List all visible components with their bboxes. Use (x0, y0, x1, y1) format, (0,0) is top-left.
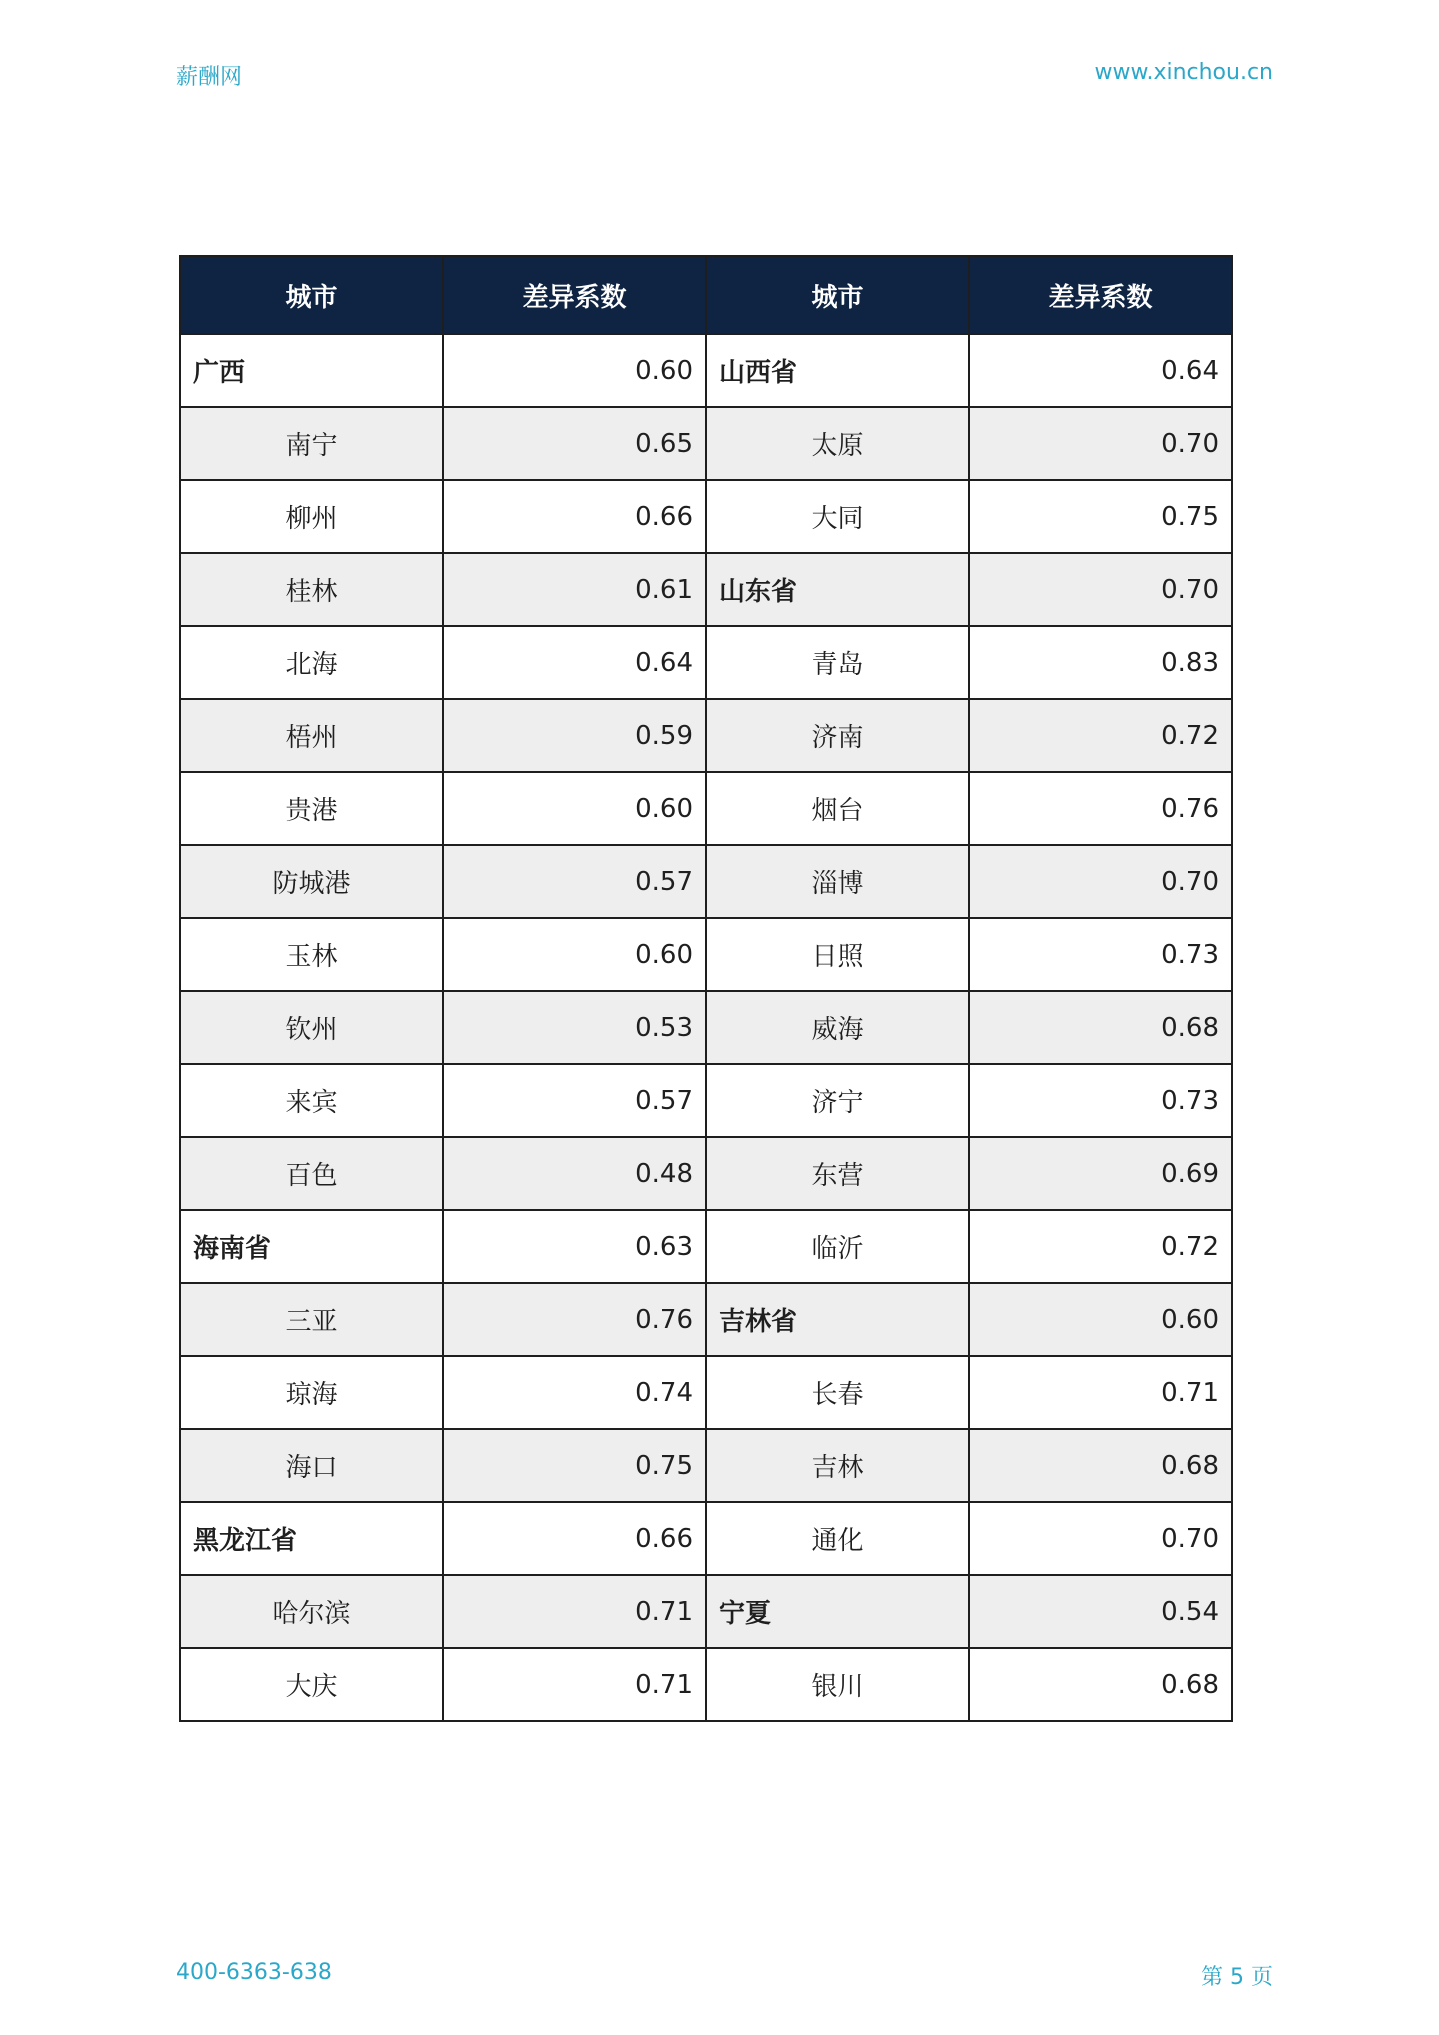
city-name: 来宾 (180, 1064, 443, 1137)
coefficient-value: 0.60 (443, 772, 706, 845)
city-name: 淄博 (706, 845, 969, 918)
page-number: 第 5 页 (1201, 1965, 1273, 1990)
coefficient-value: 0.68 (969, 1429, 1232, 1502)
phone-number: 400-6363-638 (176, 1960, 332, 1985)
city-name: 三亚 (180, 1283, 443, 1356)
coefficient-value: 0.76 (443, 1283, 706, 1356)
coefficient-value: 0.75 (969, 480, 1232, 553)
coefficient-value: 0.83 (969, 626, 1232, 699)
coefficient-value: 0.66 (443, 480, 706, 553)
coefficient-value: 0.60 (443, 334, 706, 407)
website-url: www.xinchou.cn (1094, 60, 1273, 85)
table-row (180, 991, 1232, 1064)
table-row (180, 1356, 1232, 1429)
table-row (180, 1502, 1232, 1575)
city-name: 济南 (706, 699, 969, 772)
table-row (180, 1064, 1232, 1137)
coefficient-value: 0.68 (969, 991, 1232, 1064)
coefficient-value: 0.76 (969, 772, 1232, 845)
coefficient-value: 0.71 (443, 1575, 706, 1648)
province-name: 山东省 (706, 553, 969, 626)
coefficient-value: 0.54 (969, 1575, 1232, 1648)
province-name: 海南省 (180, 1210, 443, 1283)
city-name: 柳州 (180, 480, 443, 553)
column-header-coef-left: 差异系数 (443, 256, 706, 334)
table-row (180, 845, 1232, 918)
coefficient-value: 0.60 (969, 1283, 1232, 1356)
brand-name: 薪酬网 (176, 65, 243, 90)
city-name: 南宁 (180, 407, 443, 480)
city-name: 威海 (706, 991, 969, 1064)
coefficient-value: 0.72 (969, 1210, 1232, 1283)
city-name: 琼海 (180, 1356, 443, 1429)
table-row (180, 480, 1232, 553)
city-name: 海口 (180, 1429, 443, 1502)
column-header-city-right: 城市 (706, 256, 969, 334)
table-row (180, 1283, 1232, 1356)
city-name: 玉林 (180, 918, 443, 991)
coefficient-value: 0.60 (443, 918, 706, 991)
city-name: 百色 (180, 1137, 443, 1210)
coefficient-value: 0.73 (969, 1064, 1232, 1137)
column-header-coef-right: 差异系数 (969, 256, 1232, 334)
city-name: 通化 (706, 1502, 969, 1575)
coefficient-value: 0.75 (443, 1429, 706, 1502)
city-name: 长春 (706, 1356, 969, 1429)
city-name: 青岛 (706, 626, 969, 699)
province-name: 宁夏 (706, 1575, 969, 1648)
coefficient-value: 0.70 (969, 845, 1232, 918)
coefficient-value: 0.48 (443, 1137, 706, 1210)
city-name: 大同 (706, 480, 969, 553)
city-name: 日照 (706, 918, 969, 991)
column-header-city-left: 城市 (180, 256, 443, 334)
coefficient-value: 0.71 (969, 1356, 1232, 1429)
city-name: 梧州 (180, 699, 443, 772)
table-row (180, 1648, 1232, 1721)
coefficient-value: 0.73 (969, 918, 1232, 991)
city-name: 大庆 (180, 1648, 443, 1721)
city-name: 桂林 (180, 553, 443, 626)
coefficient-value: 0.66 (443, 1502, 706, 1575)
table-row (180, 918, 1232, 991)
coefficient-value: 0.71 (443, 1648, 706, 1721)
city-name: 临沂 (706, 1210, 969, 1283)
city-name: 贵港 (180, 772, 443, 845)
table-row (180, 699, 1232, 772)
coefficient-value: 0.57 (443, 845, 706, 918)
city-name: 北海 (180, 626, 443, 699)
table-row (180, 626, 1232, 699)
coefficient-value: 0.69 (969, 1137, 1232, 1210)
coefficient-value: 0.53 (443, 991, 706, 1064)
coefficient-value: 0.70 (969, 407, 1232, 480)
coefficient-value: 0.63 (443, 1210, 706, 1283)
city-name: 东营 (706, 1137, 969, 1210)
table-row (180, 772, 1232, 845)
province-name: 吉林省 (706, 1283, 969, 1356)
province-name: 山西省 (706, 334, 969, 407)
coefficient-value: 0.61 (443, 553, 706, 626)
table-row (180, 1210, 1232, 1283)
city-name: 烟台 (706, 772, 969, 845)
city-name: 防城港 (180, 845, 443, 918)
coefficient-value: 0.74 (443, 1356, 706, 1429)
coefficient-value: 0.70 (969, 553, 1232, 626)
table-row (180, 1575, 1232, 1648)
table-row (180, 407, 1232, 480)
province-name: 广西 (180, 334, 443, 407)
coefficient-value: 0.59 (443, 699, 706, 772)
coefficient-value: 0.65 (443, 407, 706, 480)
table-row (180, 334, 1232, 407)
coefficient-value: 0.72 (969, 699, 1232, 772)
table-header-row (180, 256, 1232, 334)
city-name: 济宁 (706, 1064, 969, 1137)
coefficient-value: 0.64 (969, 334, 1232, 407)
coefficient-value: 0.68 (969, 1648, 1232, 1721)
coefficient-value: 0.70 (969, 1502, 1232, 1575)
city-name: 太原 (706, 407, 969, 480)
table-row (180, 1429, 1232, 1502)
city-name: 吉林 (706, 1429, 969, 1502)
province-name: 黑龙江省 (180, 1502, 443, 1575)
table-row (180, 1137, 1232, 1210)
coefficient-value: 0.57 (443, 1064, 706, 1137)
coefficient-value: 0.64 (443, 626, 706, 699)
table-row (180, 553, 1232, 626)
city-name: 银川 (706, 1648, 969, 1721)
city-name: 钦州 (180, 991, 443, 1064)
coefficient-table (179, 255, 1233, 1722)
city-name: 哈尔滨 (180, 1575, 443, 1648)
